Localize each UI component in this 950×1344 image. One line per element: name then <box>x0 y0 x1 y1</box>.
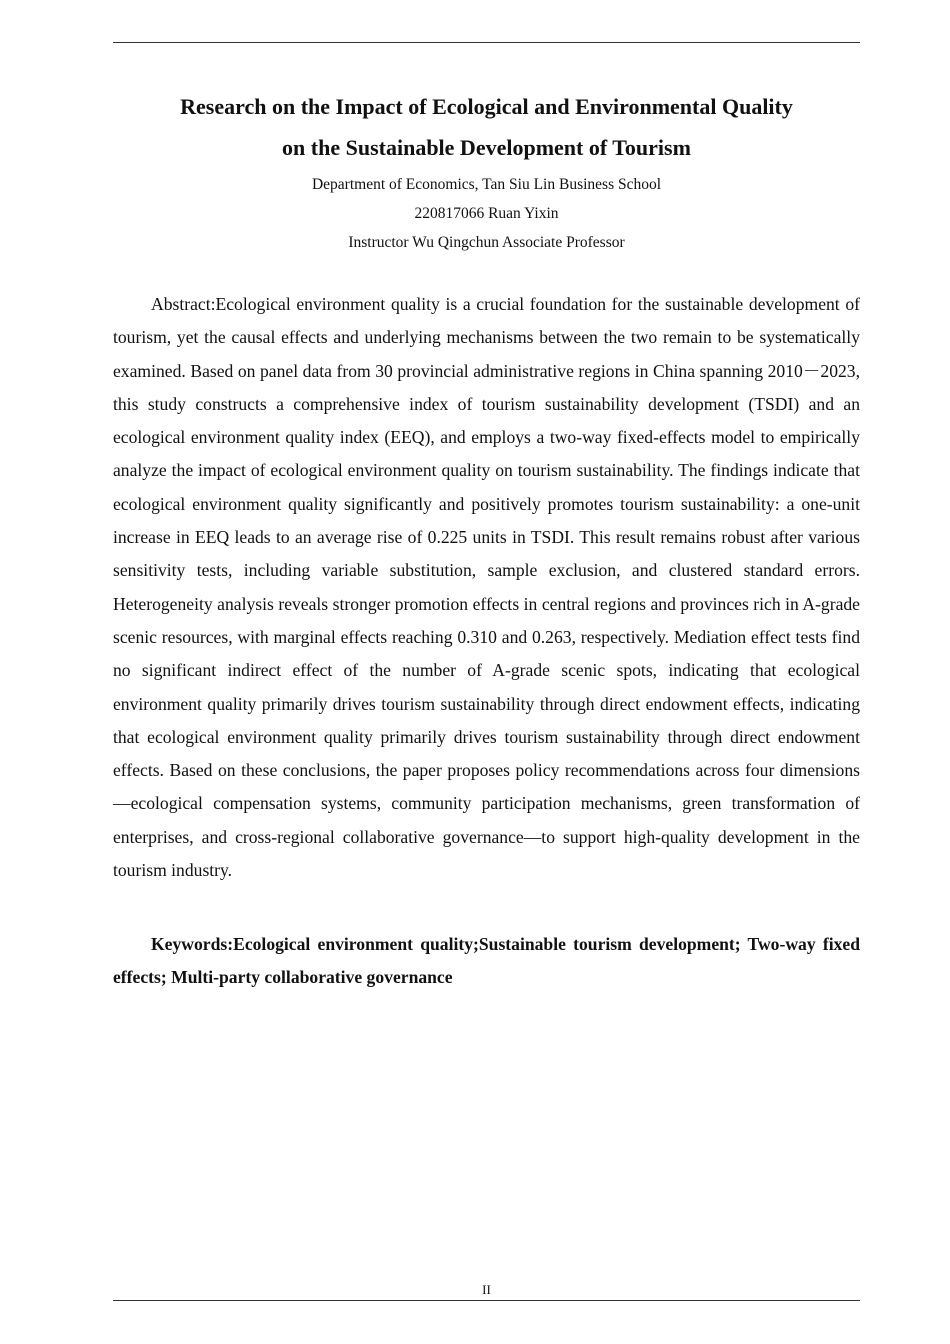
footer-rule <box>113 1300 860 1301</box>
paper-title <box>113 86 860 168</box>
keywords-paragraph: Keywords:Ecological environment quality;Sustainable tourism development; Two-way fixed effects; Multi-party collaborative governance <box>113 934 860 987</box>
page-number: II <box>482 1282 491 1297</box>
author-info <box>113 170 860 257</box>
title-line-1: Research on the Impact of Ecological and Environmental Quality <box>180 94 793 119</box>
header-rule <box>113 42 860 43</box>
abstract-paragraph: Abstract:Ecological environment quality is a crucial foundation for the sustainable development of tourism, yet the causal effects and underlying mechanisms between the two remain to be systematically examined. Based on panel data from 30 provincial administrative regions in China spanning 2010－2023, this study constructs a comprehensive index of tourism sustainability development (TSDI) and an ecological environment quality index (EEQ), and employs a two-way fixed-effects model to empirically analyze the impact of ecological environment quality on tourism sustainability. The findings indicate that ecological environment quality significantly and positively promotes tourism sustainability: a one-unit increase in EEQ leads to an average rise of 0.225 units in TSDI. This result remains robust after various sensitivity tests, including variable substitution, sample exclusion, and clustered standard errors. Heterogeneity analysis reveals stronger promotion effects in central regions and provinces rich in A-grade scenic resources, with marginal effects reaching 0.310 and 0.263, respectively. Mediation effect tests find no significant indirect effect of the number of A-grade scenic spots, indicating that ecological environment quality primarily drives tourism sustainability through direct endowment effects, indicating that ecological environment quality primarily drives tourism sustainability through direct endowment effects. Based on these conclusions, the paper proposes policy recommendations across four dimensions—ecological compensation systems, community participation mechanisms, green transformation of enterprises, and cross-regional collaborative governance—to support high-quality development in the tourism industry. <box>113 294 860 881</box>
department-line: Department of Economics, Tan Siu Lin Business School <box>311 176 662 193</box>
student-line: 220817066 Ruan Yixin <box>414 205 559 222</box>
title-line-2: on the Sustainable Development of Tourism <box>282 135 691 160</box>
instructor-line: Instructor Wu Qingchun Associate Professor <box>348 234 625 251</box>
